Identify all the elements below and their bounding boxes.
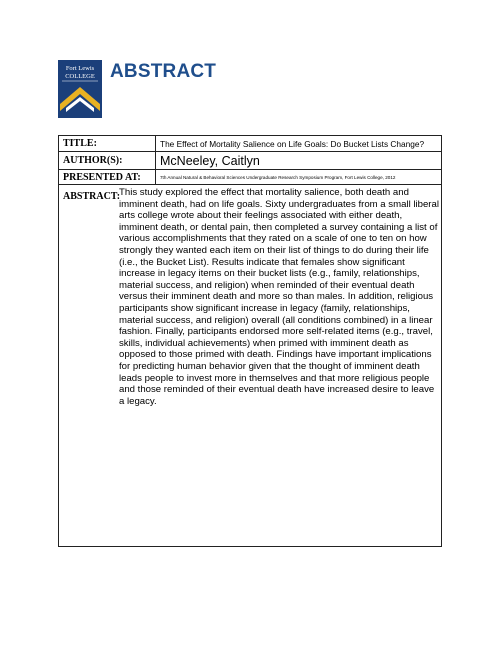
presented-row xyxy=(59,170,441,185)
presented-label: PRESENTED AT: xyxy=(59,170,156,184)
abstract-heading: ABSTRACT xyxy=(110,61,217,82)
author-value: McNeeley, Caitlyn xyxy=(160,153,260,168)
presented-value: 7th Annual Natural & Behavioral Sciences Undergraduate Research Symposium Program, Fort Lewis College, 2012 xyxy=(160,174,396,180)
logo-text-line1: Fort Lewis xyxy=(65,65,95,72)
author-label: AUTHOR(S): xyxy=(59,152,156,169)
college-logo xyxy=(58,60,102,118)
abstract-label: ABSTRACT: xyxy=(63,191,121,202)
abstract-form xyxy=(58,135,442,547)
logo-text-line2: COLLEGE xyxy=(65,73,95,80)
title-label: TITLE: xyxy=(59,136,156,151)
title-row xyxy=(59,136,441,152)
title-value: The Effect of Mortality Salience on Life Goals: Do Bucket Lists Change? xyxy=(160,138,425,149)
abstract-text: This study explored the effect that mortality salience, both death and imminent death, had on life goals. Sixty undergraduates from a small liberal arts college wrote about their feelings associated with either death, imminent death, or dental pain, then completed a survey containing a list of various accomplishments that they rated on a scale of one to ten on how strongly they wanted each item on their list of things to do during their life (i.e., the Bucket List). Results indicate that females show significant increase in legacy items on their bucket lists (e.g., family, relationships, material success, and religion) when reminded of their eventual death versus their imminent death and more so than males. In addition, religious participants show significant increase in legacy (family, relationships, material success, and religion) overall (all conditions combined) in a linear fashion. Finally, participants endorsed more self-related items (e.g., travel, skills, individual achievements) when primed with imminent death as opposed to those primed with death. Findings have important implications for predicting human behavior given that the thought of imminent death leads people to invest more in themselves and that more religious people and those reminded of their eventual death have increased desire to leave a legacy. xyxy=(119,187,439,407)
author-row xyxy=(59,152,441,170)
